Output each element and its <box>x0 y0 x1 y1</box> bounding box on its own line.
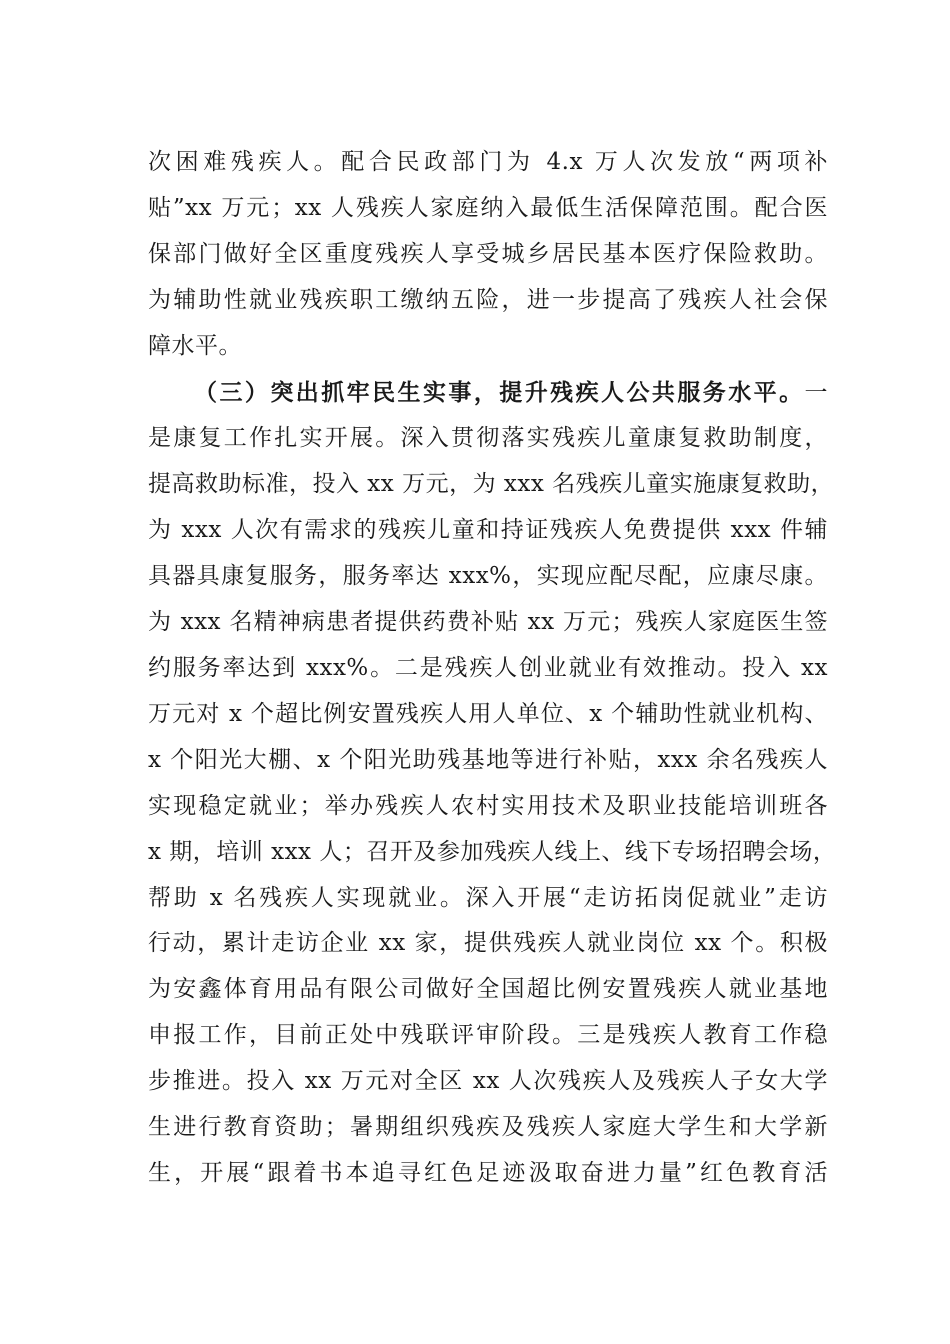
document-body <box>148 140 837 1197</box>
section-heading-line <box>148 370 828 417</box>
text-line: 生进行教育资助；暑期组织残疾及残疾人家庭大学生和大学新 <box>148 1114 828 1141</box>
text-line: 申报工作，目前正处中残联评审阶段。三是残疾人教育工作稳 <box>148 1022 828 1049</box>
text-line: 实现稳定就业；举办残疾人农村实用技术及职业技能培训班各 <box>148 792 828 819</box>
paragraph-social-security <box>148 140 828 370</box>
paragraph-public-services <box>148 370 837 1197</box>
text-line: 是康复工作扎实开展。深入贯彻落实残疾儿童康复救助制度， <box>148 425 828 452</box>
section-heading: （三）突出抓牢民生实事，提升残疾人公共服务水平。 <box>194 378 805 406</box>
text-line: 为安鑫体育用品有限公司做好全国超比例安置残疾人就业基地 <box>148 976 828 1003</box>
text-line: 保部门做好全区重度残疾人享受城乡居民基本医疗保险救助。 <box>148 240 828 267</box>
text-line: 具器具康复服务，服务率达 xxx%，实现应配尽配，应康尽康。 <box>148 563 828 590</box>
text-line: 提高救助标准，投入 xx 万元，为 xxx 名残疾儿童实施康复救助， <box>148 471 835 498</box>
text-line: 帮助 x 名残疾人实现就业。深入开展“走访拓岗促就业”走访 <box>148 884 828 911</box>
text-line: x 个阳光大棚、x 个阳光助残基地等进行补贴，xxx 余名残疾人 <box>148 746 828 773</box>
text-line: 行动，累计走访企业 xx 家，提供残疾人就业岗位 xx 个。积极 <box>148 930 828 957</box>
text-line: 万元对 x 个超比例安置残疾人用人单位、x 个辅助性就业机构、 <box>148 700 828 727</box>
text-line: 生，开展“跟着书本追寻红色足迹汲取奋进力量”红色教育活 <box>148 1159 828 1186</box>
heading-line-tail: 一 <box>804 379 828 406</box>
text-line: 约服务率达到 xxx%。二是残疾人创业就业有效推动。投入 xx <box>148 654 828 681</box>
text-line: 为 xxx 名精神病患者提供药费补贴 xx 万元；残疾人家庭医生签 <box>148 609 828 636</box>
text-line: 贴”xx 万元；xx 人残疾人家庭纳入最低生活保障范围。配合医 <box>148 194 828 221</box>
text-line: 为 xxx 人次有需求的残疾儿童和持证残疾人免费提供 xxx 件辅 <box>148 517 828 544</box>
text-line: 障水平。 <box>148 332 242 359</box>
text-line: 为辅助性就业残疾职工缴纳五险，进一步提高了残疾人社会保 <box>148 286 828 313</box>
text-line: 步推进。投入 xx 万元对全区 xx 人次残疾人及残疾人子女大学 <box>148 1068 828 1095</box>
text-line: 次困难残疾人。配合民政部门为 4.x 万人次发放“两项补 <box>148 149 828 175</box>
text-line: x 期，培训 xxx 人；召开及参加残疾人线上、线下专场招聘会场， <box>148 838 837 865</box>
